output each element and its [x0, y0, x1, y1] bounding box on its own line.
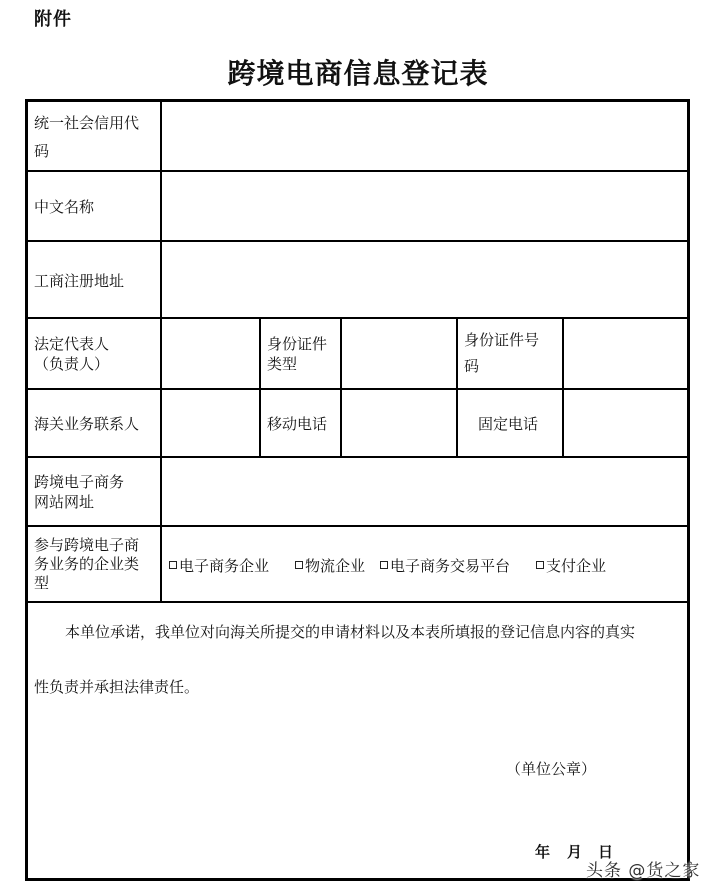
pledge-text-line2: 性负责并承担法律责任。	[34, 678, 200, 696]
date-year-label: 年	[535, 843, 551, 861]
option-label: 物流企业	[305, 557, 366, 575]
id-type-field[interactable]	[343, 319, 456, 388]
option-label: 电子商务企业	[179, 557, 270, 575]
website-label	[34, 472, 124, 512]
col-divider	[160, 101, 162, 602]
mobile-label: 移动电话	[267, 415, 328, 433]
registered-address-field[interactable]	[163, 242, 688, 317]
checkbox-icon[interactable]	[295, 561, 303, 569]
legal-rep-label-line2: （负责人）	[34, 355, 110, 373]
legal-rep-field[interactable]	[163, 319, 259, 388]
col-divider	[340, 318, 342, 457]
attachment-label: 附件	[34, 9, 72, 30]
customs-contact-field[interactable]	[163, 390, 259, 456]
id-type-label-line1: 身份证件	[267, 335, 328, 353]
option-ecommerce-enterprise[interactable]	[169, 556, 269, 576]
checkbox-icon[interactable]	[536, 561, 544, 569]
pledge-text-line1: 本单位承诺，我单位对向海关所提交的申请材料以及本表所填报的登记信息内容的真实	[65, 623, 636, 641]
registered-address-label: 工商注册地址	[34, 272, 125, 290]
option-label: 支付企业	[546, 557, 607, 575]
customs-contact-label: 海关业务联系人	[34, 415, 140, 433]
option-payment-enterprise[interactable]	[536, 556, 606, 576]
col-divider	[259, 318, 261, 457]
option-ecommerce-platform[interactable]	[380, 556, 510, 576]
id-number-label-line1: 身份证件号	[464, 331, 540, 349]
seal-label: （单位公章）	[506, 760, 597, 778]
checkbox-icon[interactable]	[380, 561, 388, 569]
website-field[interactable]	[163, 458, 688, 525]
date-day-label: 日	[598, 843, 614, 861]
enterprise-type-label-line1: 参与跨境电子商	[34, 536, 140, 554]
enterprise-type-label-line2: 务业务的企业类	[34, 555, 140, 573]
row-divider	[27, 525, 688, 527]
id-type-label-line2: 类型	[267, 355, 298, 373]
id-number-label	[464, 330, 539, 376]
credit-code-label	[34, 113, 139, 161]
option-label: 电子商务交易平台	[390, 557, 511, 575]
chinese-name-label: 中文名称	[34, 198, 95, 216]
legal-rep-label-line1: 法定代表人	[34, 335, 110, 353]
credit-code-field[interactable]	[163, 102, 688, 170]
legal-rep-label	[34, 334, 109, 374]
landline-label: 固定电话	[478, 415, 539, 433]
form-title: 跨境电商信息登记表	[227, 57, 489, 90]
id-type-label	[267, 334, 327, 374]
credit-code-label-line1: 统一社会信用代	[34, 114, 140, 132]
mobile-field[interactable]	[343, 390, 456, 456]
website-label-line2: 网站网址	[34, 493, 95, 511]
website-label-line1: 跨境电子商务	[34, 473, 125, 491]
watermark: 头条 @货之家	[586, 861, 701, 881]
checkbox-icon[interactable]	[169, 561, 177, 569]
enterprise-type-label-line3: 型	[34, 574, 50, 592]
date-month-label: 月	[567, 843, 583, 861]
enterprise-type-label	[34, 536, 139, 593]
credit-code-label-line2: 码	[34, 142, 50, 160]
col-divider	[456, 318, 458, 457]
chinese-name-field[interactable]	[163, 172, 688, 240]
id-number-label-line2: 码	[464, 357, 480, 375]
row-divider	[27, 601, 688, 603]
landline-field[interactable]	[565, 390, 688, 456]
id-number-field[interactable]	[565, 319, 688, 388]
col-divider	[562, 318, 564, 457]
option-logistics-enterprise[interactable]	[295, 556, 365, 576]
